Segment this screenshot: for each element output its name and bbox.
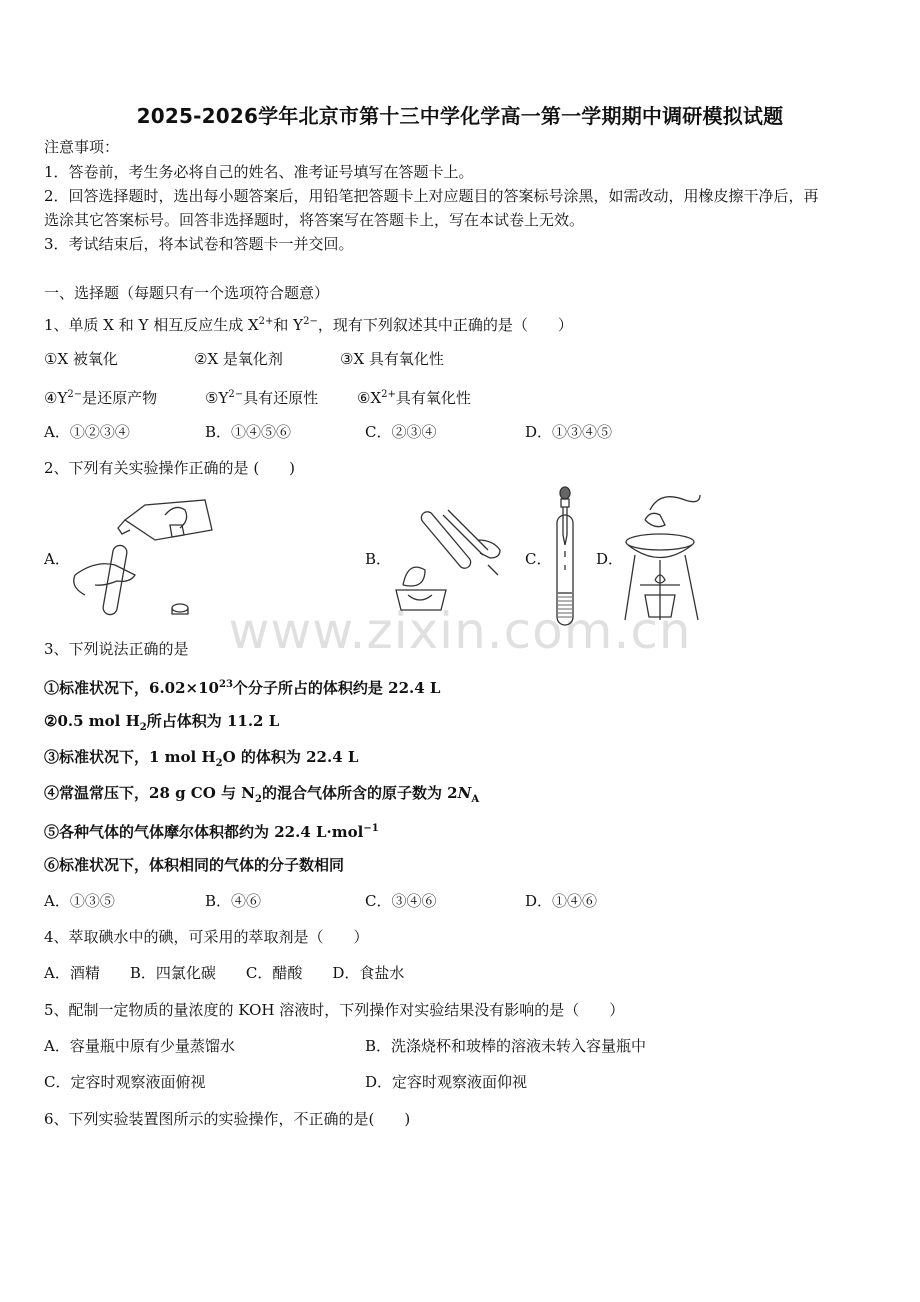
page-title: 2025-2026学年北京市第十三中学化学高一第一学期期中调研模拟试题 <box>136 104 784 128</box>
question-1-stem: 1、单质 X 和 Y 相互反应生成 $X^{2+}$和 $Y^{2-}$，现有下列叙述其中正确的是（ ） <box>44 316 573 334</box>
question-4-stem: 4、萃取碘水中的碘，可采用的萃取剂是（ ） <box>44 928 369 946</box>
notice-heading: 注意事项： <box>44 138 120 156</box>
q1-option-b: B．①④⑤⑥ <box>205 423 292 441</box>
q3-statement-6: ⑥标准状况下，体积相同的气体的分子数相同 <box>44 856 345 874</box>
q1-statement-1: ①X 被氧化 <box>44 350 118 368</box>
q2-figure-a-pouring-liquid <box>70 490 220 620</box>
notice-item-2-line-1: 2．回答选择题时，选出每小题答案后，用铅笔把答题卡上对应题目的答案标号涂黑，如需改动，用橡皮擦干净后，再 <box>44 187 819 205</box>
q3-option-d: D．①④⑥ <box>525 892 598 910</box>
q2-label-b: B． <box>365 550 392 568</box>
q1-statement-4: $④Y^{2-}$是还原产物 <box>44 389 158 407</box>
q3-statement-3: ③标准状况下，1 mol $H_2O$ 的体积为 22.4 L <box>44 748 359 769</box>
q1-option-c: C．②③④ <box>365 423 437 441</box>
q1-statement-2: ②X 是氧化剂 <box>194 350 283 368</box>
q5-option-a: A．容量瓶中原有少量蒸馏水 <box>44 1037 235 1055</box>
section-heading: 一、选择题（每题只有一个选项符合题意） <box>44 284 330 302</box>
q3-option-b: B．④⑥ <box>205 892 262 910</box>
q5-option-b: B．洗涤烧杯和玻棒的溶液未转入容量瓶中 <box>365 1037 647 1055</box>
q1-option-a: A．①②③④ <box>44 423 130 441</box>
q1-statement-6: $⑥X^{2+}$具有氧化性 <box>357 389 471 407</box>
q3-statement-4: ④常温常压下，28 g CO 与 $N_2$的混合气体所含的原子数为 $2N_A$ <box>44 784 480 805</box>
q5-option-c: C．定容时观察液面俯视 <box>44 1073 206 1091</box>
question-3-stem: 3、下列说法正确的是 <box>44 640 189 658</box>
notice-item-1: 1．答卷前，考生务必将自己的姓名、准考证号填写在答题卡上。 <box>44 163 474 181</box>
q3-option-c: C．③④⑥ <box>365 892 437 910</box>
watermark: www.zixin.com.cn <box>228 602 692 660</box>
notice-item-2-line-2: 选涂其它答案标号。回答非选择题时，将答案写在答题卡上，写在本试卷上无效。 <box>44 211 585 229</box>
question-2-stem: 2、下列有关实验操作正确的是 ( ) <box>44 459 296 477</box>
notice-item-3: 3．考试结束后，将本试卷和答题卡一并交回。 <box>44 235 354 253</box>
q3-statement-5: ⑤各种气体的气体摩尔体积都约为 22.4 L·mol$^{-1}$ <box>44 823 379 841</box>
q5-option-d: D．定容时观察液面仰视 <box>365 1073 528 1091</box>
q1-option-d: D．①③④⑤ <box>525 423 613 441</box>
q2-label-a: A． <box>44 550 70 568</box>
q3-statement-2: ②0.5 mol $H_2$所占体积为 11.2 L <box>44 712 280 733</box>
q2-label-d: D． <box>596 550 624 568</box>
q1-statement-3: ③X 具有氧化性 <box>340 350 444 368</box>
q3-option-a: A．①③⑤ <box>44 892 115 910</box>
q4-options: A．酒精 B．四氯化碳 C．醋酸 D．食盐水 <box>44 964 405 982</box>
q3-statement-1: ①标准状况下，$6.02\times 10^{23}$个分子所占的体积约是 22.4 L <box>44 679 441 697</box>
question-6-stem: 6、下列实验装置图所示的实验操作，不正确的是( ) <box>44 1110 411 1128</box>
q1-statement-5: $⑤Y^{2-}$具有还原性 <box>205 389 319 407</box>
q2-label-c: C． <box>525 550 552 568</box>
question-5-stem: 5、配制一定物质的量浓度的 KOH 溶液时，下列操作对实验结果没有影响的是（ ） <box>44 1001 625 1019</box>
q2-figure-b-heating-test-tube <box>388 495 508 615</box>
